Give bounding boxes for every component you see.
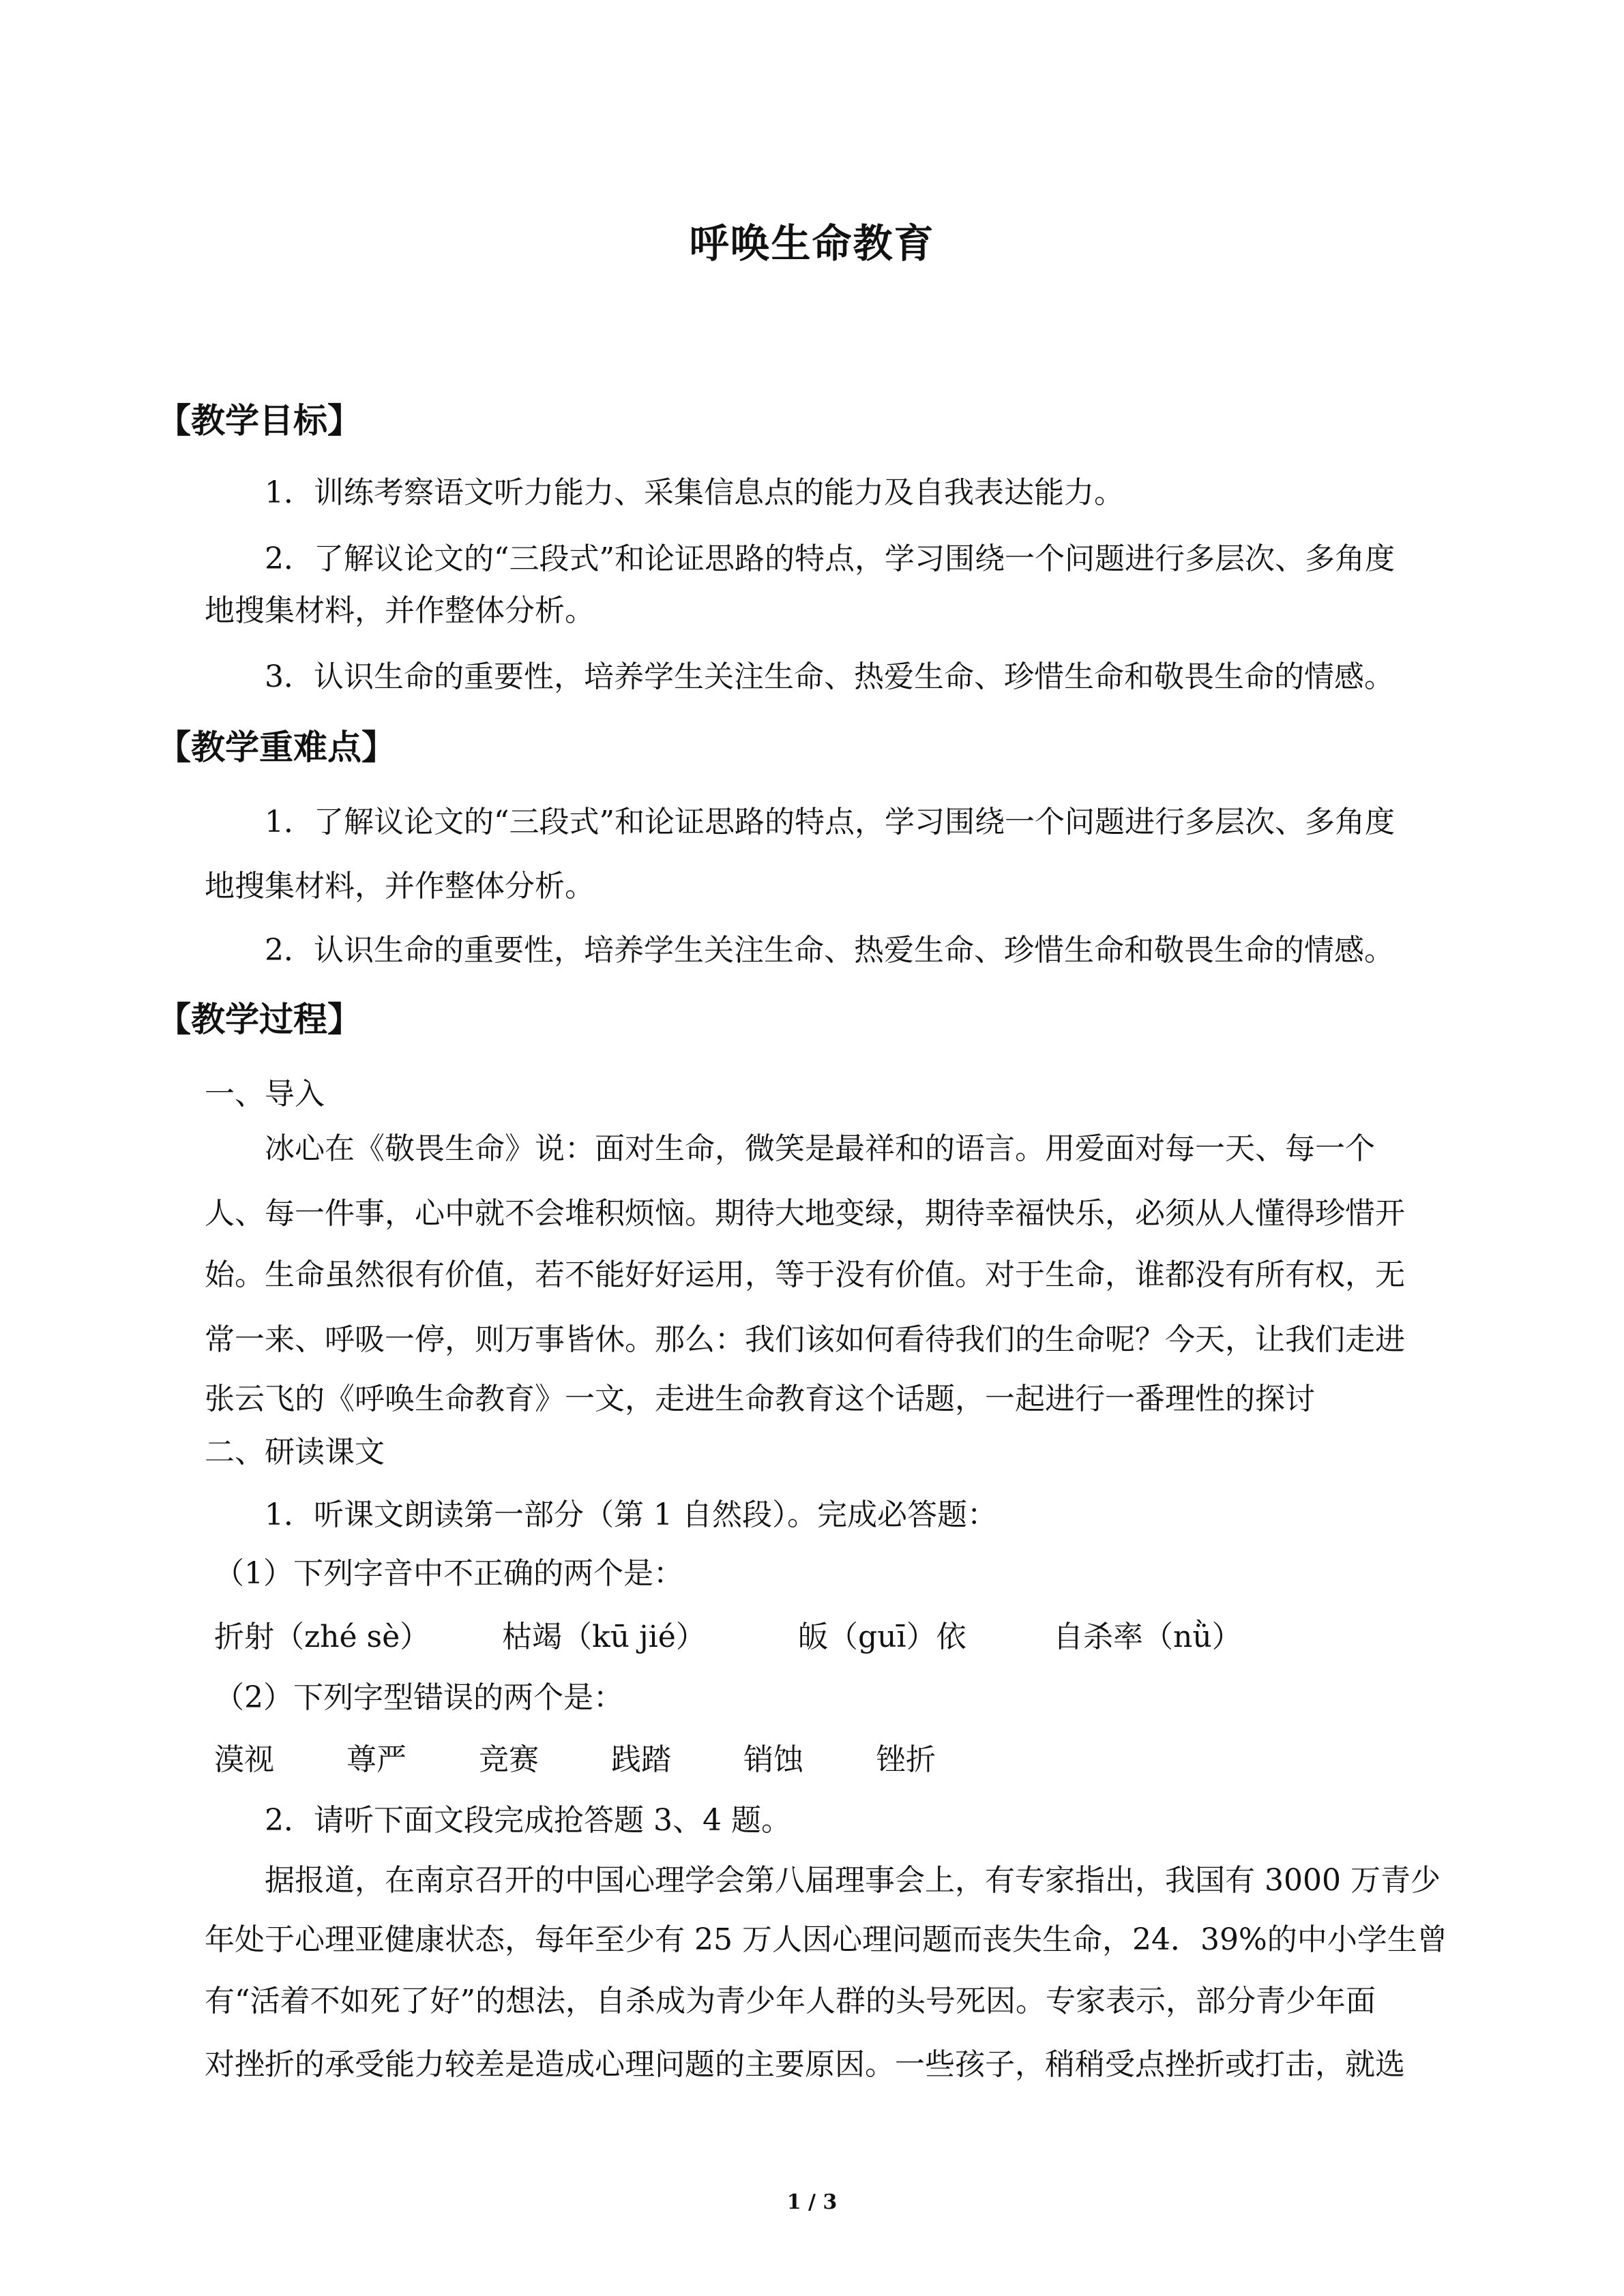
q2-option: 漠视 — [214, 1742, 274, 1777]
objectives-heading: 【教学目标】 — [157, 400, 361, 441]
intro-line: 始。生命虽然很有价值，若不能好好运用，等于没有价值。对于生命，谁都没有所有权，无 — [205, 1257, 1405, 1292]
report-line: 对挫折的承受能力较差是造成心理问题的主要原因。一些孩子，稍稍受点挫折或打击，就选 — [205, 2047, 1405, 2082]
intro-line: 常一来、呼吸一停，则万事皆休。那么：我们该如何看待我们的生命呢？今天，让我们走进 — [205, 1322, 1405, 1357]
objective-line: 2．了解议论文的“三段式”和论证思路的特点，学习围绕一个问题进行多层次、多角度 — [265, 541, 1395, 576]
q2-option: 尊严 — [346, 1742, 407, 1777]
q2-option: 销蚀 — [743, 1742, 803, 1777]
objective-line: 1．训练考察语文听力能力、采集信息点的能力及自我表达能力。 — [265, 475, 1124, 510]
q1-option: 皈（guī）依 — [798, 1620, 966, 1654]
q2-option: 践踏 — [611, 1742, 671, 1777]
objective-line: 地搜集材料，并作整体分析。 — [205, 593, 595, 628]
question-1-label: （1）下列字音中不正确的两个是： — [214, 1556, 683, 1591]
study-heading: 二、研读课文 — [205, 1435, 385, 1470]
intro-heading: 一、导入 — [205, 1077, 325, 1112]
document-title: 呼唤生命教育 — [689, 220, 935, 267]
key-point-line: 地搜集材料，并作整体分析。 — [205, 869, 595, 904]
q1-option: 折射（zhé sè） — [214, 1620, 430, 1654]
study-item-2: 2．请听下面文段完成抢答题 3、4 题。 — [265, 1803, 791, 1838]
question-2-label: （2）下列字型错误的两个是： — [214, 1680, 623, 1715]
intro-line: 冰心在《敬畏生命》说：面对生命，微笑是最祥和的语言。用爱面对每一天、每一个 — [265, 1131, 1375, 1166]
page-number: 1 / 3 — [786, 2190, 838, 2214]
study-item-1: 1．听课文朗读第一部分（第 1 自然段）。完成必答题： — [265, 1497, 997, 1532]
report-line: 有“活着不如死了好”的想法，自杀成为青少年人群的头号死因。专家表示，部分青少年面 — [205, 1984, 1376, 2018]
key-points-heading: 【教学重难点】 — [157, 727, 396, 767]
q2-option: 竞赛 — [479, 1742, 539, 1777]
intro-line: 张云飞的《呼唤生命教育》一文，走进生命教育这个话题，一起进行一番理性的探讨 — [205, 1382, 1315, 1416]
q1-option: 自杀率（nǜ） — [1053, 1620, 1242, 1654]
key-point-line: 2．认识生命的重要性，培养学生关注生命、热爱生命、珍惜生命和敬畏生命的情感。 — [265, 933, 1394, 968]
report-line: 年处于心理亚健康状态，每年至少有 25 万人因心理问题而丧失生命，24．39%的中小学生曾 — [205, 1922, 1447, 1957]
report-line: 据报道，在南京召开的中国心理学会第八届理事会上，有专家指出，我国有 3000 万青少 — [265, 1863, 1441, 1898]
q2-option: 锉折 — [876, 1742, 936, 1777]
objective-line: 3．认识生命的重要性，培养学生关注生命、热爱生命、珍惜生命和敬畏生命的情感。 — [265, 659, 1394, 694]
q1-option: 枯竭（kū jié） — [502, 1620, 706, 1654]
key-point-line: 1．了解议论文的“三段式”和论证思路的特点，学习围绕一个问题进行多层次、多角度 — [265, 805, 1395, 839]
process-heading: 【教学过程】 — [157, 999, 361, 1039]
intro-line: 人、每一件事，心中就不会堆积烦恼。期待大地变绿，期待幸福快乐，必须从人懂得珍惜开 — [205, 1196, 1405, 1231]
